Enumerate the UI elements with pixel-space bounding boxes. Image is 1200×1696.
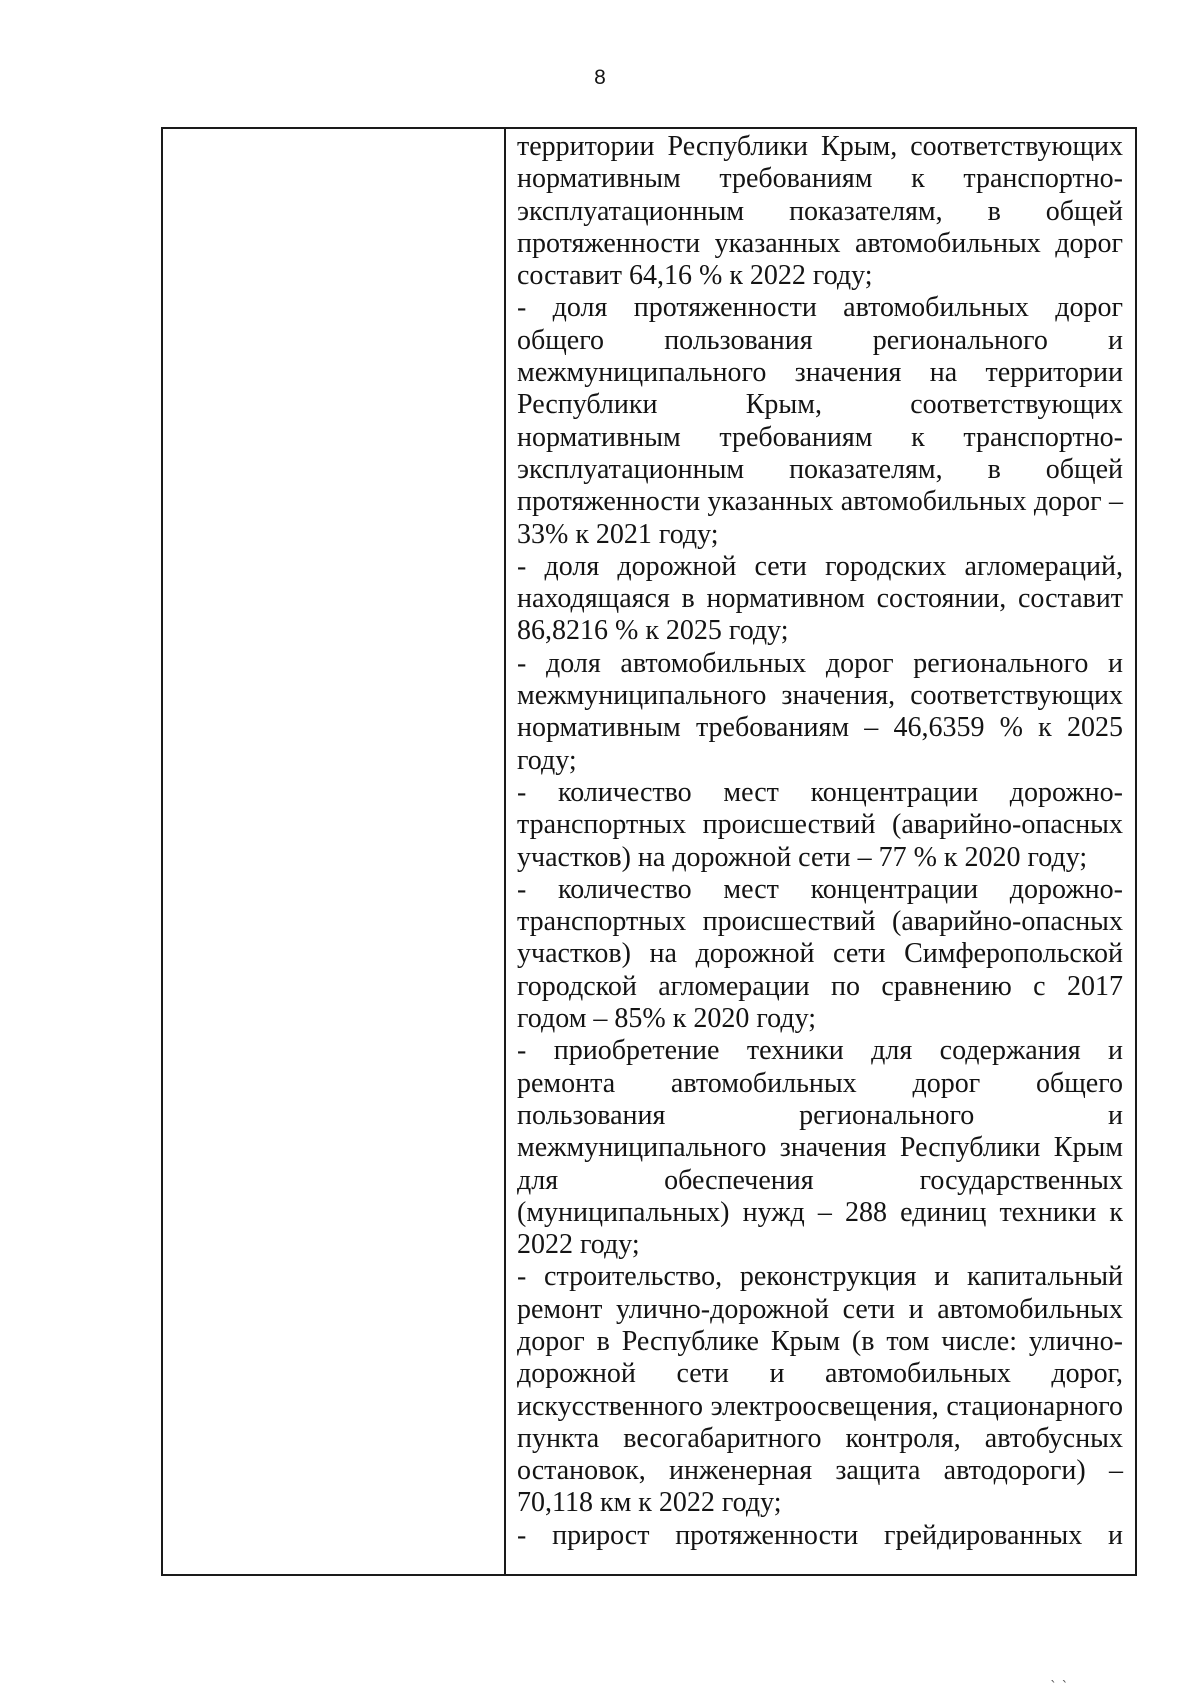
paragraph-4: - доля автомобильных дорог регионального и межмуниципального значения, соответствующих нормативным требованиям – 46,6359 % к 2025 году; — [517, 647, 1123, 776]
page-number: 8 — [594, 66, 606, 89]
paragraph-7: - приобретение техники для содержания и ремонта автомобильных дорог общего пользования регионального и межмуниципального значения Республики Крым для обеспечения государственных (муниципальных) нужд – 288 единиц техники к 2022 году; — [517, 1035, 1123, 1261]
document-table — [161, 127, 1137, 1576]
paragraph-5: - количество мест концентрации дорожно-транспортных происшествий (аварийно-опасных участков) на дорожной сети – 77 % к 2020 году; — [517, 776, 1123, 873]
paragraph-2: - доля протяженности автомобильных дорог общего пользования регионального и межмуниципального значения на территории Республики Крым, соответствующих нормативным требованиям к транспортно-эксплуатационным показателям, в общей протяженности указанных автомобильных дорог – 33% к 2021 году; — [517, 292, 1123, 550]
table-cell-left — [163, 129, 506, 1574]
table-cell-right — [506, 129, 1135, 1574]
paragraph-6: - количество мест концентрации дорожно-транспортных происшествий (аварийно-опасных участков) на дорожной сети Симферопольской городской агломерации по сравнению с 2017 годом – 85% к 2020 году; — [517, 873, 1123, 1035]
paragraph-8: - строительство, реконструкция и капитальный ремонт улично-дорожной сети и автомобильных дорог в Республике Крым (в том числе: улично-дорожной сети и автомобильных дорог, искусственного электроосвещения, стационарного пункта весогабаритного контроля, автобусных остановок, инженерная защита автодороги) – 70,118 км к 2022 году; — [517, 1261, 1123, 1519]
paragraph-1: территории Республики Крым, соответствующих нормативным требованиям к транспортно-эксплуатационным показателям, в общей протяженности указанных автомобильных дорог составит 64,16 % к 2022 году; — [517, 131, 1123, 292]
paragraph-3: - доля дорожной сети городских агломераций, находящаяся в нормативном состоянии, составит 86,8216 % к 2025 году; — [517, 550, 1123, 647]
paragraph-9: - прирост протяженности грейдированных и — [517, 1519, 1123, 1551]
scan-mark: ˎ ˎ — [1050, 1667, 1069, 1683]
